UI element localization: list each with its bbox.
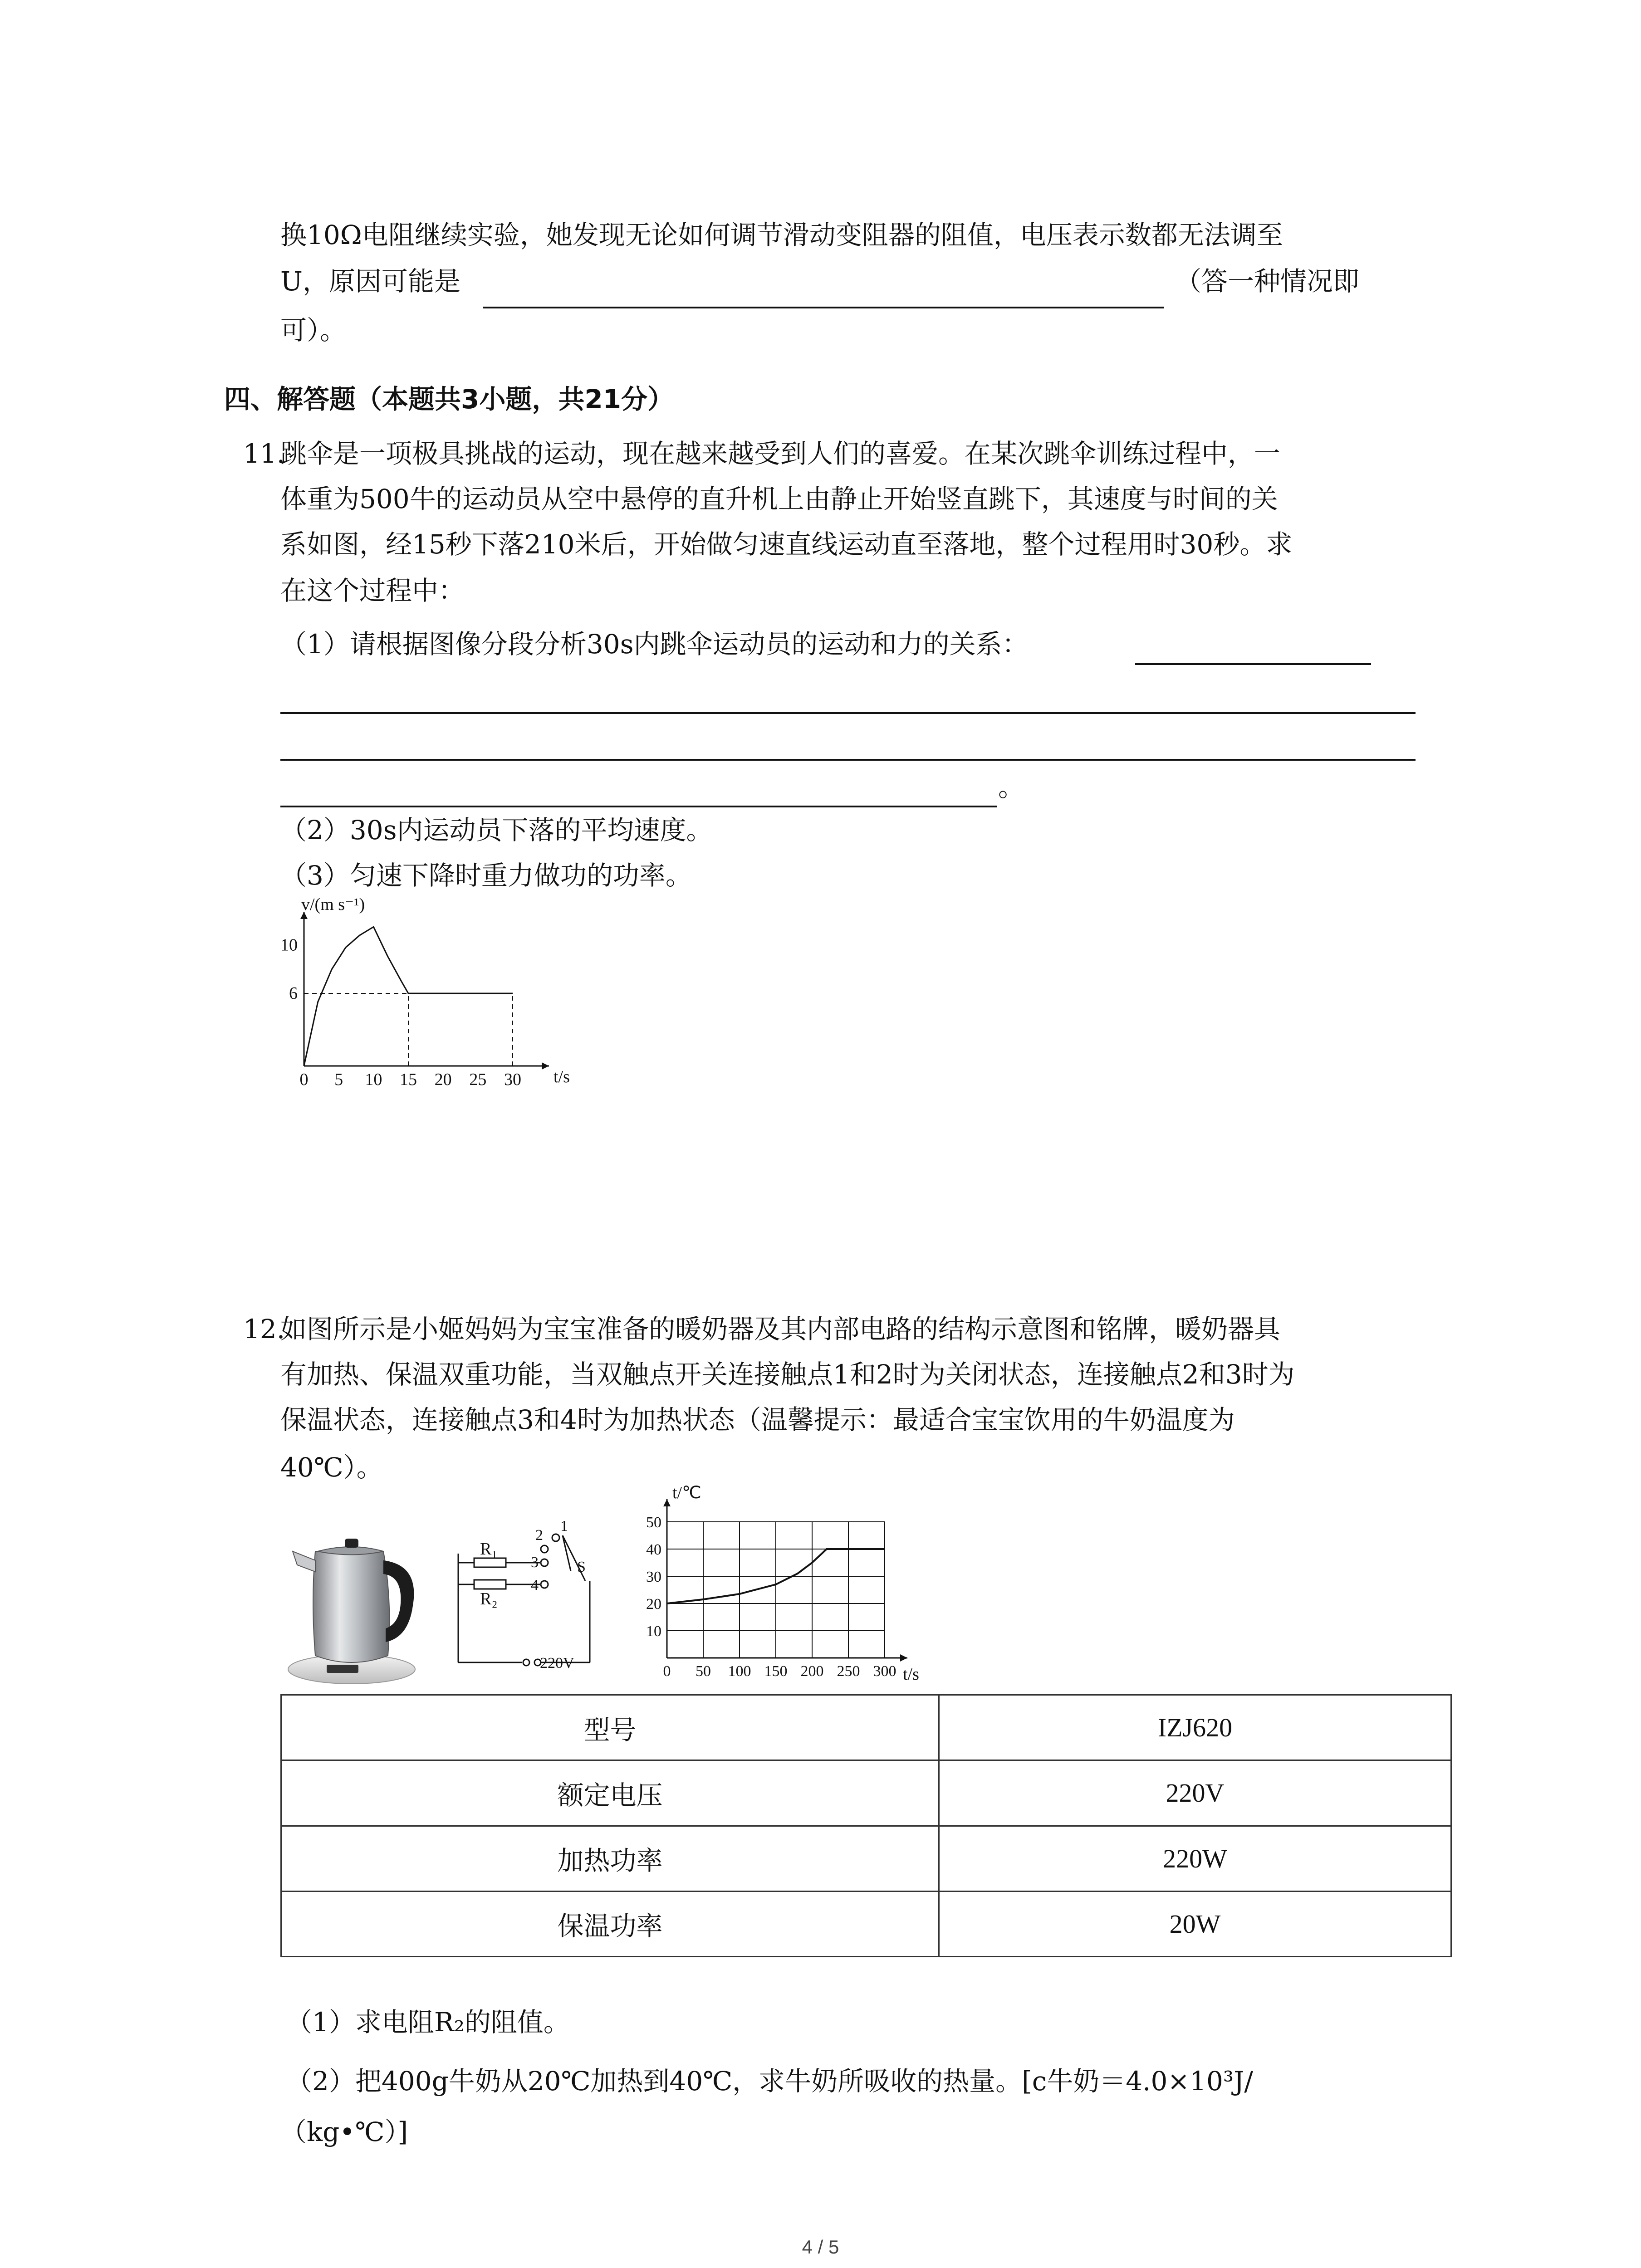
spec-value-cell: 20W bbox=[939, 1891, 1451, 1956]
spec-table-row bbox=[281, 1760, 1451, 1826]
x-axis-arrow bbox=[900, 1654, 907, 1662]
spec-label-cell: 加热功率 bbox=[281, 1826, 939, 1891]
q10-line2-prefix: U，原因可能是 bbox=[280, 266, 460, 297]
x-axis-label: t/s bbox=[554, 1067, 570, 1086]
x-tick-label: 300 bbox=[873, 1663, 896, 1680]
x-axis-arrow bbox=[542, 1062, 549, 1070]
velocity-time-chart bbox=[254, 895, 617, 1093]
y-axis-arrow bbox=[663, 1499, 671, 1506]
supply-label: 220V bbox=[540, 1655, 574, 1672]
q11-part1: （1）请根据图像分段分析30s内跳伞运动员的运动和力的关系： bbox=[280, 629, 1029, 660]
x-tick-label: 0 bbox=[299, 1070, 309, 1089]
contact-3-label: 3 bbox=[531, 1554, 539, 1571]
y-tick-label: 10 bbox=[280, 935, 298, 955]
r1-label: R₁ bbox=[480, 1540, 498, 1559]
q12-number: 12. bbox=[243, 1314, 285, 1344]
x-tick-label: 50 bbox=[696, 1663, 711, 1680]
q12-part2: （2）把400g牛奶从20℃加热到40℃，求牛奶所吸收的热量。[c牛奶＝4.0×10³J/ bbox=[286, 2066, 1253, 2097]
spec-label-cell: 保温功率 bbox=[281, 1891, 939, 1956]
spec-label-cell: 额定电压 bbox=[281, 1760, 939, 1826]
spec-value-cell: IZJ620 bbox=[939, 1695, 1451, 1760]
page-number: 4 / 5 bbox=[802, 2236, 839, 2258]
spec-table bbox=[280, 1694, 1452, 1957]
y-tick-label: 10 bbox=[646, 1623, 661, 1640]
q11-part3: （3）匀速下降时重力做功的功率。 bbox=[280, 860, 692, 891]
x-axis-label: t/s bbox=[903, 1665, 919, 1684]
q11-part1-end: 。 bbox=[998, 772, 1025, 802]
x-tick-label: 10 bbox=[365, 1070, 382, 1089]
y-tick-label: 6 bbox=[289, 984, 298, 1003]
q11-line2: 体重为500牛的运动员从空中悬停的直升机上由静止开始竖直跳下，其速度与时间的关 bbox=[280, 484, 1278, 514]
x-tick-label: 30 bbox=[504, 1070, 521, 1089]
contact-4-label: 4 bbox=[531, 1577, 539, 1593]
q10-answer-blank[interactable] bbox=[483, 307, 1164, 308]
q12-part1: （1）求电阻R₂的阻值。 bbox=[286, 2007, 570, 2038]
q12-line4: 40℃）。 bbox=[280, 1452, 383, 1483]
switch-label: S bbox=[577, 1559, 586, 1575]
temperature-time-chart bbox=[631, 1483, 921, 1694]
y-tick-label: 20 bbox=[646, 1596, 661, 1613]
circuit-diagram bbox=[449, 1517, 622, 1681]
x-tick-label: 25 bbox=[469, 1070, 487, 1089]
y-axis-label: t/℃ bbox=[672, 1483, 701, 1502]
q11-line3: 系如图，经15秒下落210米后，开始做匀速直线运动直至落地，整个过程用时30秒。求 bbox=[280, 529, 1293, 560]
r2-label: R₂ bbox=[480, 1589, 498, 1608]
y-axis-label: v/(m s⁻¹) bbox=[301, 895, 365, 914]
contact-1-label: 1 bbox=[560, 1518, 568, 1535]
spec-table-row bbox=[281, 1695, 1451, 1760]
milk-warmer-image bbox=[284, 1533, 429, 1694]
x-tick-label: 150 bbox=[764, 1663, 788, 1680]
x-tick-label: 5 bbox=[334, 1070, 343, 1089]
x-tick-label: 15 bbox=[400, 1070, 417, 1089]
y-tick-label: 40 bbox=[646, 1541, 661, 1558]
q11-number: 11. bbox=[243, 438, 285, 469]
contact-2-label: 2 bbox=[535, 1527, 543, 1544]
q10-line2-suffix: （答一种情况即 bbox=[1175, 266, 1360, 297]
q11-part1-blank-2[interactable] bbox=[280, 712, 1416, 714]
y-tick-label: 50 bbox=[646, 1514, 661, 1531]
spec-table-row bbox=[281, 1826, 1451, 1891]
q10-line1: 换10Ω电阻继续实验，她发现无论如何调节滑动变阻器的阻值，电压表示数都无法调至 bbox=[280, 220, 1283, 250]
q12-line2: 有加热、保温双重功能，当双触点开关连接触点1和2时为关闭状态，连接触点2和3时为 bbox=[280, 1359, 1295, 1390]
y-tick-label: 30 bbox=[646, 1569, 661, 1585]
spec-value-cell: 220V bbox=[939, 1760, 1451, 1826]
q12-part2-cont: （kg•℃）] bbox=[280, 2116, 408, 2147]
section-heading: 四、解答题（本题共3小题，共21分） bbox=[224, 384, 674, 415]
spec-table-row bbox=[281, 1891, 1451, 1956]
x-tick-label: 250 bbox=[837, 1663, 860, 1680]
spec-label-cell: 型号 bbox=[281, 1695, 939, 1760]
q10-line3: 可）。 bbox=[280, 315, 347, 346]
q11-part1-blank-1[interactable] bbox=[1135, 663, 1371, 665]
spec-value-cell: 220W bbox=[939, 1826, 1451, 1891]
q11-part1-blank-4[interactable] bbox=[280, 806, 997, 807]
q11-line4: 在这个过程中： bbox=[280, 575, 465, 606]
q12-line3: 保温状态，连接触点3和4时为加热状态（温馨提示：最适合宝宝饮用的牛奶温度为 bbox=[280, 1404, 1235, 1435]
q11-part1-blank-3[interactable] bbox=[280, 759, 1416, 761]
q11-part2: （2）30s内运动员下落的平均速度。 bbox=[280, 815, 713, 846]
x-tick-label: 200 bbox=[800, 1663, 824, 1680]
x-tick-label: 0 bbox=[663, 1663, 671, 1680]
q12-line1: 如图所示是小姬妈妈为宝宝准备的暖奶器及其内部电路的结构示意图和铭牌，暖奶器具 bbox=[280, 1314, 1281, 1344]
q11-line1: 跳伞是一项极具挑战的运动，现在越来越受到人们的喜爱。在某次跳伞训练过程中，一 bbox=[280, 438, 1281, 469]
x-tick-label: 100 bbox=[728, 1663, 751, 1680]
x-tick-label: 20 bbox=[434, 1070, 452, 1089]
